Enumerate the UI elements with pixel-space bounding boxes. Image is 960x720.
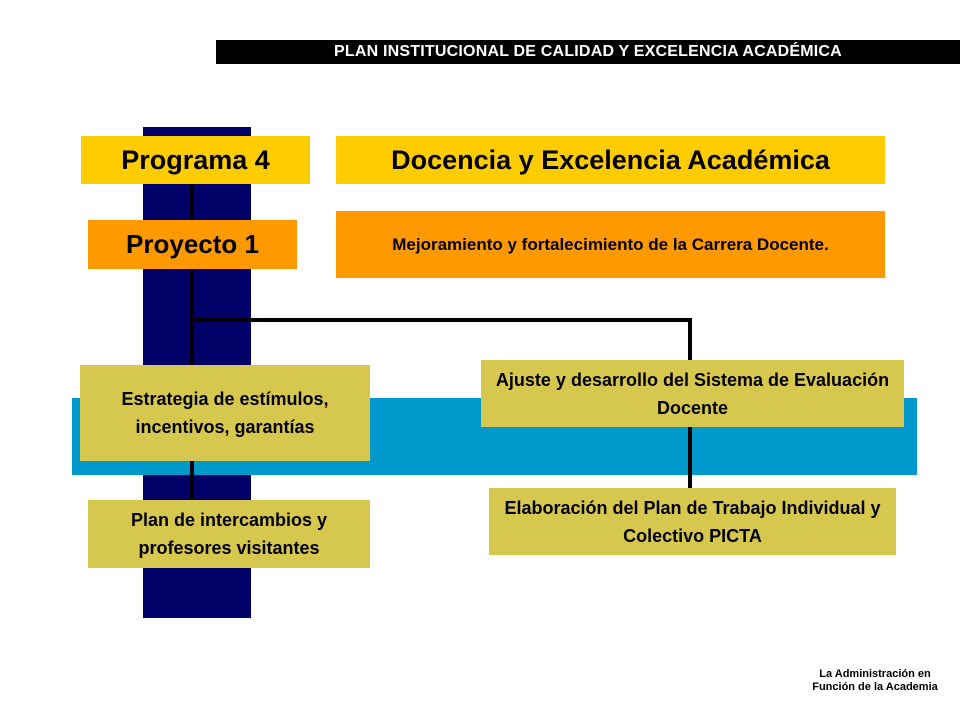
estrategia-text: Estrategia de estímulos, incentivos, garantías	[121, 389, 329, 437]
plan-intercambios-box	[88, 500, 370, 568]
program-name: Docencia y Excelencia Académica	[391, 144, 830, 175]
project-label: Proyecto 1	[126, 229, 259, 259]
project-label-box	[88, 220, 297, 269]
connector-horizontal	[190, 318, 692, 322]
elaboracion-plan-text: Elaboración del Plan de Trabajo Individual y Colectivo PICTA	[504, 497, 881, 546]
project-name-box	[336, 211, 885, 278]
header-title: PLAN INSTITUCIONAL DE CALIDAD Y EXCELENCIA ACADÉMICA	[216, 40, 960, 64]
program-name-box	[336, 136, 885, 184]
estrategia-box	[80, 365, 370, 461]
program-label: Programa 4	[121, 144, 270, 175]
plan-intercambios-text: Plan de intercambios y profesores visitantes	[130, 510, 328, 558]
ajuste-sistema-box	[481, 360, 904, 427]
project-name: Mejoramiento y fortalecimiento de la Carrera Docente.	[392, 234, 829, 254]
elaboracion-plan-box	[489, 488, 896, 555]
ajuste-sistema-text: Ajuste y desarrollo del Sistema de Evaluación Docente	[495, 369, 890, 418]
program-label-box	[81, 136, 310, 184]
footer-note: La Administración en Función de la Academia	[812, 668, 938, 693]
